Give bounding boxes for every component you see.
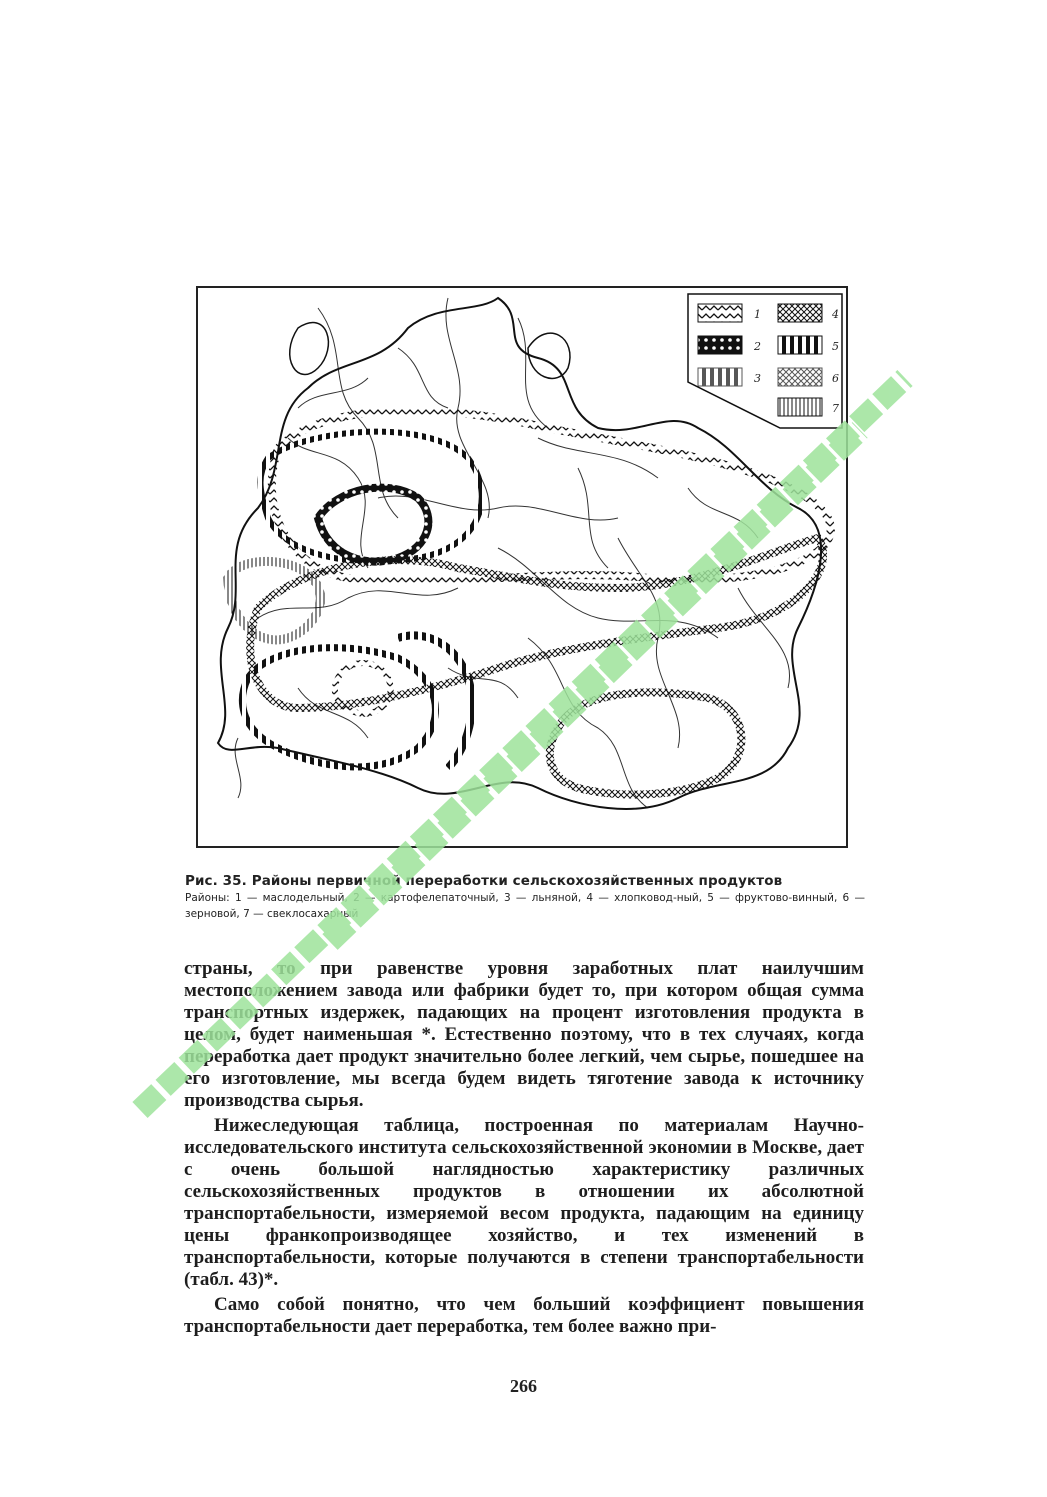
- legend-swatch-5: [778, 336, 822, 354]
- region-cotton: [550, 692, 742, 794]
- region-potato: [318, 488, 428, 562]
- legend-swatch-1: [698, 304, 742, 322]
- legend-label-2: 2: [754, 340, 761, 353]
- legend-swatch-4: [778, 304, 822, 322]
- caption-legend: Районы: 1 — маслодельный, 2 — картофелепаточный, 3 — льняной, 4 — хлопковод-ный, 5 — фруктово-винный, 6 — зерновой, 7 — свеклосахарный: [185, 892, 865, 920]
- body-text: [184, 958, 864, 1338]
- paragraph-3: Само собой понятно, что чем больший коэффициент повышения транспортабельности дает переработка, тем более важно при-: [184, 1294, 864, 1337]
- legend-label-6: 6: [832, 372, 839, 385]
- region-flax: [261, 432, 482, 562]
- legend-swatch-3: [698, 368, 742, 386]
- legend-label-3: 3: [754, 372, 761, 385]
- legend-swatch-7: [778, 398, 822, 416]
- region-sugar: [228, 561, 320, 640]
- legend-label-4: 4: [832, 308, 839, 321]
- paragraph-2: Нижеследующая таблица, построенная по материалам Научно-исследовательского института сельскохозяйственной экономии в Москве, дает с очень большой наглядностью характеристику различных сельскохозяйственных продуктов в отношении их абсолютной транспортабельности, измеряемой весом продукта, падающим на единицу цены франкопроизводящее хозяйство, и тех изменений в транспортабельности, которые получаются в степени транспортабельности (табл. 43)*.: [184, 1115, 864, 1290]
- legend-swatch-6: [778, 368, 822, 386]
- figure-caption: [185, 873, 865, 922]
- legend-swatch-2: [698, 336, 742, 354]
- page-number: 266: [510, 1376, 537, 1396]
- legend-label-7: 7: [832, 402, 839, 415]
- map-figure: [196, 286, 848, 848]
- regions-map: [198, 288, 846, 846]
- caption-title: Рис. 35. Районы первичной переработки сельскохозяйственных продуктов: [185, 873, 783, 889]
- legend-label-5: 5: [832, 340, 839, 353]
- paragraph-1: страны, то при равенстве уровня заработных плат наилучшим местоположением завода или фабрики будет то, при котором общая сумма транспортных издержек, падающих на процент изготовления продукта в целом, будет наименьшая *. Естественно поэтому, что в тех случаях, когда переработка дает продукт значительно более легкий, чем сырье, пошедшее на его изготовление, мы всегда будем видеть тяготение завода к источнику производства сырья.: [184, 958, 864, 1111]
- legend-label-1: 1: [754, 308, 761, 321]
- map-legend: [688, 294, 842, 428]
